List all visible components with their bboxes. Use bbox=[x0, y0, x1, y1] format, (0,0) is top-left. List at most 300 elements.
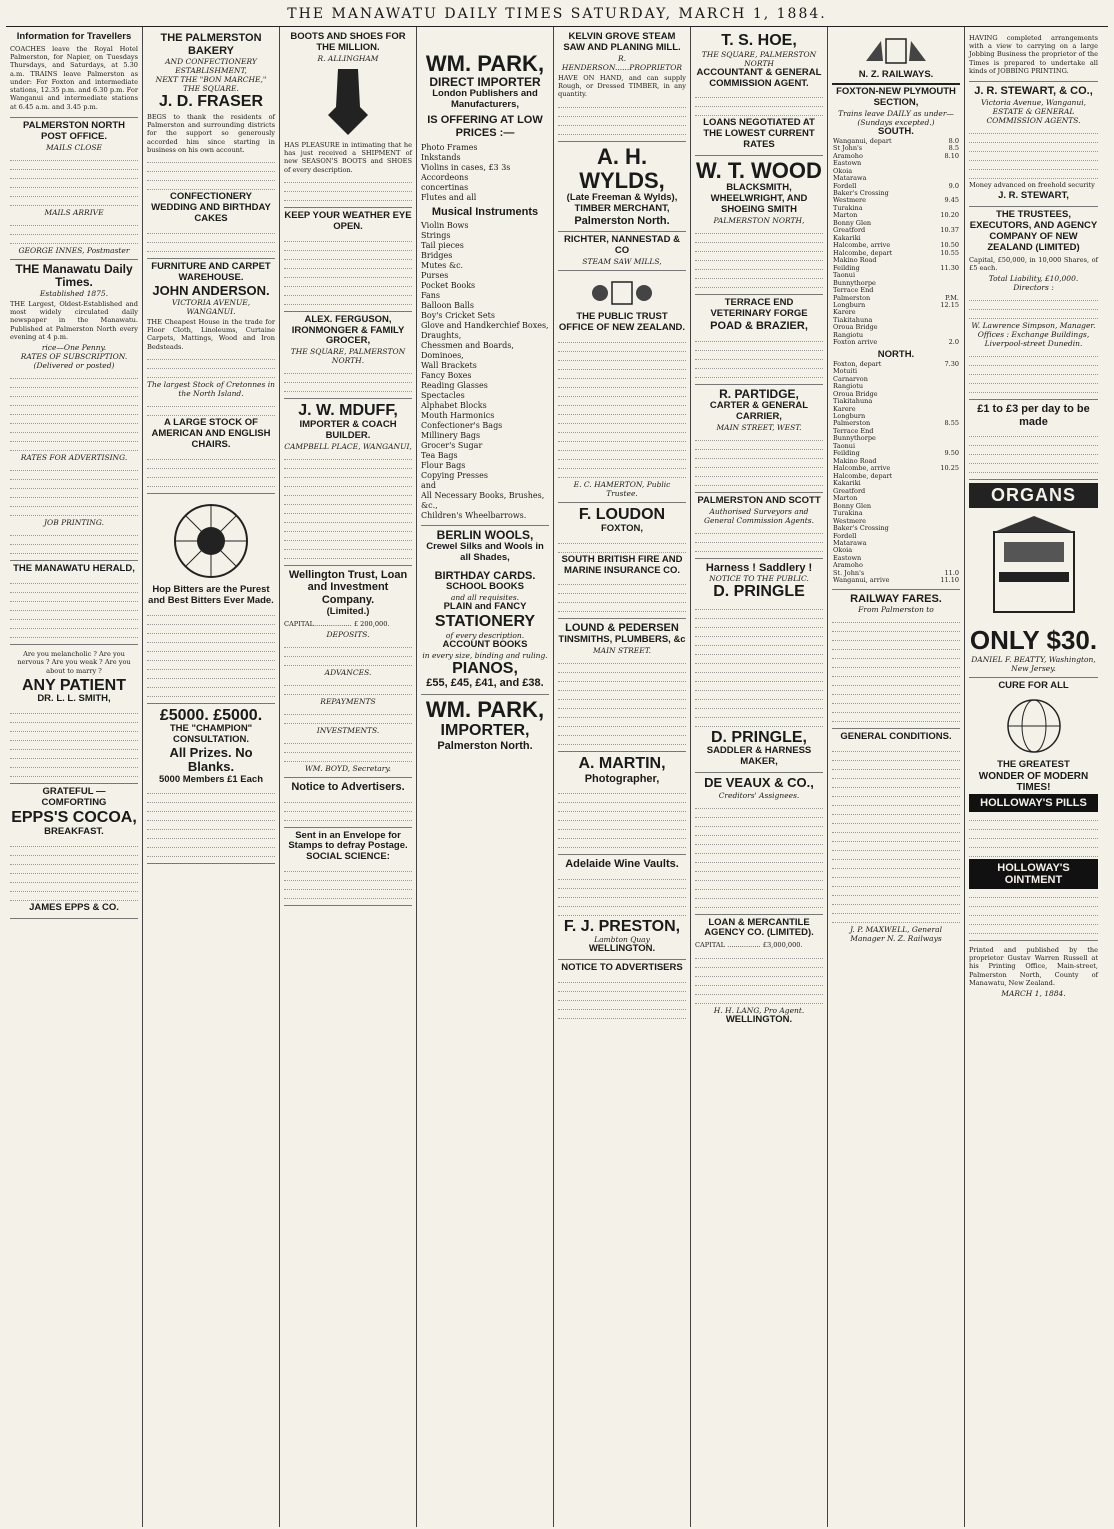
station-time: 10.55 bbox=[940, 248, 959, 257]
station-name: Feilding bbox=[833, 449, 860, 458]
south-timetable bbox=[832, 138, 960, 347]
station-time bbox=[928, 406, 960, 413]
loan-capital: CAPITAL ................ £3,000,000. bbox=[695, 941, 803, 950]
cure-for-all: CURE FOR ALL bbox=[998, 680, 1069, 691]
paper-title: THE Manawatu Daily Times. bbox=[15, 261, 133, 289]
notice-public: NOTICE TO THE PUBLIC. bbox=[709, 574, 809, 584]
fares-ad bbox=[832, 590, 960, 730]
pringle-name: D. PRINGLE bbox=[713, 583, 805, 601]
offices: Offices : Exchange Buildings, Liverpool-street Dunedin. bbox=[977, 330, 1090, 349]
station-name: Westmere bbox=[833, 196, 866, 205]
goods-item: concertinas bbox=[421, 182, 469, 192]
hop-bitters-wheel-icon bbox=[156, 501, 266, 581]
ferguson-name: ALEX. FERGUSON, bbox=[304, 313, 392, 325]
wellington-title: Wellington Trust, Loan and Investment Company. bbox=[288, 568, 408, 607]
station-name: Marton bbox=[833, 494, 858, 503]
station-name: Bunnythorpe bbox=[833, 278, 876, 287]
post-office-ad bbox=[10, 118, 138, 260]
saddler: SADDLER & HARNESS MAKER, bbox=[706, 745, 812, 768]
goods-item: Boy's Cricket Sets bbox=[421, 311, 495, 321]
goods-item: Violin Bows bbox=[421, 221, 469, 231]
wylds-name: A. H. WYLDS, bbox=[579, 143, 665, 193]
pills-banner: HOLLOWAY'S PILLS bbox=[969, 794, 1098, 812]
pianos: PIANOS, bbox=[452, 659, 518, 677]
post-office-title: PALMERSTON NORTH POST OFFICE. bbox=[22, 119, 126, 142]
station-name: Greatford bbox=[833, 486, 866, 495]
station-time bbox=[928, 540, 960, 547]
importer: IMPORTER, bbox=[440, 722, 530, 740]
kelvin-title: KELVIN GROVE STEAM SAW AND PLANING MILL. bbox=[563, 31, 681, 53]
anderson-name: JOHN ANDERSON. bbox=[152, 282, 270, 298]
goods-item: Flutes and all bbox=[421, 192, 477, 202]
station-time bbox=[928, 533, 960, 540]
station-name: Turakina bbox=[833, 203, 863, 212]
organs-ad bbox=[969, 480, 1098, 678]
station-name: Oroua Bridge bbox=[833, 323, 878, 332]
station-time: 8.55 bbox=[944, 419, 959, 428]
paper-text: THE Largest, Oldest-Established and most widely circulated daily newspaper in the Manawatu. Published at Palmerston North every evening at 4 p.m. bbox=[10, 300, 138, 341]
station-name: Halcombe, arrive bbox=[833, 241, 891, 250]
station-time: 7.30 bbox=[944, 359, 959, 368]
notice-title-5: NOTICE TO ADVERTISERS bbox=[561, 962, 683, 974]
station-time: 8.5 bbox=[948, 144, 959, 153]
assignees: Creditors' Assignees. bbox=[718, 790, 800, 800]
goods-item: Accordeons bbox=[421, 172, 469, 182]
station-name: Greatford bbox=[833, 226, 866, 235]
station-time bbox=[928, 503, 960, 510]
postmaster: GEORGE INNES, Postmaster bbox=[18, 245, 130, 255]
station-time bbox=[928, 280, 960, 287]
goods-item: All Necessary Books, Brushes, &c., bbox=[421, 491, 545, 511]
section-title: FOXTON-NEW PLYMOUTH SECTION, bbox=[836, 85, 956, 108]
station-name: Rangiotu bbox=[833, 382, 864, 391]
tinsmiths: TINSMITHS, PLUMBERS, &c bbox=[558, 634, 686, 646]
mduff-addr: CAMPBELL PLACE, WANGANUI, bbox=[284, 441, 412, 451]
total-liability: Total Liability, £10,000. bbox=[988, 274, 1079, 284]
public-trust-ad bbox=[558, 271, 686, 503]
travellers-ad bbox=[10, 29, 138, 118]
coat-of-arms-icon bbox=[582, 278, 662, 308]
allingham-name: R. ALLINGHAM bbox=[317, 53, 379, 63]
wood-sub: BLACKSMITH, WHEELWRIGHT, AND SHOEING SMITH bbox=[710, 182, 808, 216]
station-name: Bonny Glen bbox=[833, 501, 872, 510]
travellers-title: Information for Travellers bbox=[16, 31, 132, 42]
stamp-title: Sent in an Envelope for Stamps to defray Postage. bbox=[288, 829, 408, 852]
only-price: ONLY $30. bbox=[969, 625, 1098, 656]
south-title: SOUTH. bbox=[878, 125, 914, 137]
mduff-ad bbox=[284, 399, 412, 565]
goods-item: Reading Glasses bbox=[421, 381, 488, 391]
park-name-2: WM. PARK, bbox=[425, 696, 545, 722]
ointment-banner: HOLLOWAY'S OINTMENT bbox=[969, 859, 1098, 889]
harness-title: Harness ! Saddlery ! bbox=[705, 561, 813, 574]
goods-item: Pocket Books bbox=[421, 281, 476, 291]
confectionery: CONFECTIONERY bbox=[170, 191, 252, 203]
station-time bbox=[928, 398, 960, 405]
column-3 bbox=[280, 27, 417, 1527]
timber-merchant: TIMBER MERCHANT, bbox=[574, 202, 670, 214]
ferguson-sub: IRONMONGER & FAMILY GROCER, bbox=[291, 324, 405, 347]
station-time bbox=[928, 391, 960, 398]
station-time bbox=[928, 547, 960, 554]
station-time bbox=[928, 383, 960, 390]
limited: (Limited.) bbox=[326, 605, 370, 617]
berlin-wools-ad bbox=[421, 526, 549, 695]
consultation-ad bbox=[147, 704, 275, 865]
main-west: MAIN STREET, WEST. bbox=[716, 422, 802, 432]
station-name: Aramoho bbox=[833, 151, 863, 160]
palmerston-scott: PALMERSTON AND SCOTT bbox=[697, 494, 821, 506]
foxton: FOXTON, bbox=[600, 522, 644, 534]
station-time: P.M. bbox=[945, 293, 959, 302]
station-name: Feilding bbox=[833, 263, 860, 272]
doctor-ad bbox=[10, 645, 138, 784]
loans: LOANS NEGOTIATED AT THE LOWEST CURRENT RATES bbox=[703, 117, 815, 151]
station-time: 11.0 bbox=[944, 568, 959, 577]
adelaide-ad bbox=[558, 855, 686, 960]
jobbing-text: HAVING completed arrangements with a view to carrying on a large Jobbing Business the proprietor of the Times is prepared to undertake all kinds of JOBBING PRINTING. bbox=[969, 34, 1098, 75]
bakery-sub: AND CONFECTIONERY ESTABLISHMENT, bbox=[165, 57, 257, 76]
travellers-text: COACHES leave the Royal Hotel Palmerston, for Napier, on Tuesdays Thursdays, and Saturdays, at 5.30 a.m. TRAINS leave Palmerston as under: For Foxton and intermediate stations, 12.35 p.m. and 6.30 p.m. For Wanganui and intermediate stations at 6.45 a.m. and 3.45 p.m. bbox=[10, 44, 138, 111]
column-1 bbox=[6, 27, 143, 1527]
martin-ad bbox=[558, 752, 686, 855]
trustees-capital: Capital, £50,000, in 10,000 Shares, of £5 each. bbox=[969, 255, 1098, 272]
station-name: Marton bbox=[833, 211, 858, 220]
doctor-name: DR. L. L. SMITH, bbox=[37, 693, 111, 705]
american-chairs: A LARGE STOCK OF AMERICAN AND ENGLISH CHAIRS. bbox=[151, 416, 271, 450]
boyd: WM. BOYD, Secretary. bbox=[305, 763, 391, 773]
photographer: Photographer, bbox=[584, 772, 660, 785]
palmerston-north: Palmerston North. bbox=[437, 739, 533, 752]
station-time bbox=[928, 428, 960, 435]
birthday-cards: BIRTHDAY CARDS. bbox=[434, 570, 536, 583]
station-name: Longburn bbox=[833, 301, 866, 309]
station-name: Foxton arrive bbox=[833, 338, 878, 347]
station-time bbox=[928, 473, 960, 480]
weather-title: KEEP YOUR WEATHER EYE OPEN. bbox=[284, 209, 412, 232]
station-name: Tiakitahuna bbox=[833, 315, 873, 324]
loan-agency-ad bbox=[695, 915, 823, 1030]
job-printing: JOB PRINTING. bbox=[44, 518, 104, 528]
jobbing-ad bbox=[969, 29, 1098, 82]
station-time: 11.10 bbox=[940, 576, 959, 585]
station-time: 9.50 bbox=[944, 449, 959, 458]
goods-item: Inkstands bbox=[421, 152, 461, 162]
bakery-text: BEGS to thank the residents of Palmerston and surrounding districts for the support so generously accorded him since starting in business on his own account. bbox=[147, 112, 275, 154]
harness-ad bbox=[695, 559, 823, 774]
station-time bbox=[928, 525, 960, 532]
globe-icon bbox=[989, 696, 1079, 756]
park-name: WM. PARK, bbox=[425, 51, 545, 76]
wedding-cakes: WEDDING AND BIRTHDAY CAKES bbox=[151, 201, 271, 224]
station-name: St. John's bbox=[833, 568, 865, 577]
loan-agency-title: LOAN & MERCANTILE AGENCY CO. (LIMITED). bbox=[704, 916, 814, 939]
station-time bbox=[928, 160, 960, 167]
station-name: Kakariki bbox=[833, 233, 861, 242]
herald-title: THE MANAWATU HERALD, bbox=[13, 563, 135, 575]
goods-item: Confectioner's Bags bbox=[421, 421, 503, 431]
station-name: Carnarvon bbox=[833, 374, 868, 383]
all-prizes: All Prizes. No Blanks. bbox=[169, 744, 253, 775]
park-from: London Publishers and Manufacturers, bbox=[432, 88, 538, 111]
school-books: SCHOOL BOOKS bbox=[446, 581, 524, 593]
henderson: R. HENDERSON......PROPRIETOR bbox=[561, 53, 683, 72]
station-time: 2.0 bbox=[948, 338, 959, 347]
social-science-ad bbox=[284, 828, 412, 907]
columns bbox=[6, 27, 1108, 1527]
hoe-addr: THE SQUARE, PALMERSTON NORTH bbox=[701, 49, 817, 68]
goods-item: Mutes &c. bbox=[421, 261, 464, 271]
goods-item: Purses bbox=[421, 271, 449, 281]
station-name: Fordell bbox=[833, 531, 857, 540]
surveyors: Authorised Surveyors and General Commission Agents. bbox=[704, 506, 814, 525]
wood-addr: PALMERSTON NORTH, bbox=[713, 216, 805, 226]
goods-item: Mouth Harmonics bbox=[421, 411, 495, 421]
station-name: Eastown bbox=[833, 553, 862, 562]
goods-item: Chessmen and Boards, bbox=[421, 341, 514, 351]
patient-title: ANY PATIENT bbox=[21, 676, 126, 694]
station-name: Karere bbox=[833, 308, 856, 317]
timetable-row bbox=[832, 339, 960, 346]
station-name: Bonny Glen bbox=[833, 218, 872, 227]
hoe-ad bbox=[695, 29, 823, 156]
investments: INVESTMENTS. bbox=[316, 725, 380, 735]
park-ad bbox=[421, 29, 549, 526]
station-name: Terrace End bbox=[833, 426, 874, 435]
organ-icon bbox=[979, 512, 1089, 622]
south-british: SOUTH BRITISH FIRE AND MARINE INSURANCE CO. bbox=[561, 553, 683, 576]
directors: Directors : bbox=[1013, 283, 1054, 293]
printed-by: Printed and published by the proprietor Gustav Warren Russell at his Printing Office, Main-street, Palmerston North, County of Manawatu, New Zealand. bbox=[969, 945, 1098, 987]
lound-name: LOUND & PEDERSEN bbox=[565, 622, 679, 635]
organs-banner: ORGANS bbox=[969, 483, 1098, 508]
station-name: Palmerston bbox=[833, 419, 871, 428]
richter-name: RICHTER, NANNESTAD & CO bbox=[564, 234, 680, 257]
station-name: Kakariki bbox=[833, 479, 861, 488]
station-name: Makino Road bbox=[833, 256, 877, 265]
wellington-city: WELLINGTON. bbox=[588, 943, 656, 955]
goods-item: Wall Brackets bbox=[421, 361, 477, 371]
royal-arms-icon bbox=[861, 36, 931, 66]
anderson-text: THE Cheapest House in the trade for Floor Cloth, Linoleums, Curtaine Carpets, Mattings, Wood and Iron Bedsteads. bbox=[147, 317, 275, 351]
station-name: Motuiti bbox=[833, 367, 858, 376]
goods-item: Fancy Boxes bbox=[421, 371, 472, 381]
station-name: Halcombe, depart bbox=[833, 248, 893, 257]
terrace-ad bbox=[695, 295, 823, 384]
richter-ad bbox=[558, 232, 686, 271]
bakery-ad bbox=[147, 29, 275, 259]
from-palmerston: From Palmerston to bbox=[858, 605, 934, 615]
pounds-title: £1 to £3 per day to be made bbox=[977, 403, 1090, 428]
hoe-name: T. S. HOE, bbox=[721, 32, 797, 49]
station-name: Halcombe, arrive bbox=[833, 464, 891, 473]
station-time bbox=[928, 555, 960, 562]
deveaux-ad bbox=[695, 773, 823, 914]
railways-title: N. Z. RAILWAYS. bbox=[858, 69, 934, 80]
requisites: and all requisites. bbox=[450, 593, 520, 603]
railways-ad bbox=[832, 29, 960, 590]
station-time: 12.15 bbox=[940, 301, 959, 309]
goods-item: Spectacles bbox=[421, 391, 465, 401]
goods-item: Tail pieces bbox=[421, 241, 464, 251]
advances: ADVANCES. bbox=[324, 667, 372, 677]
station-name: Okoia bbox=[833, 546, 853, 555]
fares-title: RAILWAY FARES. bbox=[850, 592, 942, 605]
capital: CAPITAL.................. £ 200,000. bbox=[284, 619, 390, 628]
station-time: 10.37 bbox=[940, 226, 959, 235]
lang-addr: WELLINGTON. bbox=[725, 1013, 793, 1025]
goods-item: Balloon Balls bbox=[421, 301, 474, 311]
station-name: Terrace End bbox=[833, 286, 874, 295]
station-name: Karere bbox=[833, 404, 856, 413]
imprint bbox=[969, 941, 1098, 1002]
mails-close: MAILS CLOSE bbox=[45, 142, 103, 152]
repayments: REPAYMENTS bbox=[320, 696, 376, 706]
goods-item: Fans bbox=[421, 291, 441, 301]
furniture-title: FURNITURE AND CARPET WAREHOUSE. bbox=[151, 260, 271, 283]
partidge-ad bbox=[695, 385, 823, 493]
members: 5000 Members £1 Each bbox=[158, 773, 264, 785]
column-8 bbox=[965, 27, 1102, 1527]
station-name: Okoia bbox=[833, 166, 853, 175]
station-name: Aramoho bbox=[833, 561, 863, 570]
ferguson-ad bbox=[284, 312, 412, 400]
station-time: 8.0 bbox=[948, 136, 959, 145]
trustees-title: THE TRUSTEES, EXECUTORS, AND AGENCY COMPANY OF NEW ZEALAND (LIMITED) bbox=[969, 208, 1098, 253]
north-title: NORTH. bbox=[877, 348, 915, 360]
goods-list-1 bbox=[421, 143, 549, 203]
preston-name: F. J. PRESTON, bbox=[563, 917, 681, 935]
account-sub: in every size, binding and ruling. bbox=[422, 650, 548, 660]
epps-sub: BREAKFAST. bbox=[44, 825, 104, 837]
deveaux-name: DE VEAUX & CO., bbox=[704, 775, 814, 791]
station-name: Wanganui, arrive bbox=[833, 576, 890, 585]
mails-arrive: MAILS ARRIVE bbox=[44, 207, 104, 217]
offering: IS OFFERING AT LOW PRICES :— bbox=[427, 114, 543, 139]
station-time bbox=[928, 480, 960, 487]
weather-ad bbox=[284, 208, 412, 312]
station-name: Fordell bbox=[833, 181, 857, 190]
mduff-sub: IMPORTER & COACH BUILDER. bbox=[299, 418, 397, 441]
goods-item: Glove and Handkerchief Boxes, bbox=[421, 321, 549, 331]
imprint-date: MARCH 1, 1884. bbox=[1001, 989, 1066, 999]
epps-name: EPPS'S COCOA, bbox=[11, 809, 137, 827]
station-name: Tiakitahuna bbox=[833, 397, 873, 406]
epps-footer: JAMES EPPS & CO. bbox=[29, 901, 119, 913]
kelvin-text: HAVE ON HAND, and can supply Rough, or Dressed TIMBER, in any quantity. bbox=[558, 73, 686, 99]
boots-text: HAS PLEASURE in intimating that he has just received a SHIPMENT of new SEASON'S BOOTS and SHOES of every description. bbox=[284, 140, 412, 174]
simpson: W. Lawrence Simpson, Manager. bbox=[971, 321, 1096, 331]
lound-ad bbox=[558, 619, 686, 752]
conditions-title: GENERAL CONDITIONS. bbox=[840, 731, 952, 743]
money-advanced: Money advanced on freehold security bbox=[969, 180, 1095, 189]
station-name: St John's bbox=[833, 144, 863, 153]
timetable-row bbox=[832, 577, 960, 584]
adv-rates-title: RATES FOR ADVERTISING. bbox=[20, 453, 128, 463]
station-name: Rangiotu bbox=[833, 330, 864, 339]
pointing-hand-icon bbox=[318, 67, 378, 137]
pounds-ad bbox=[969, 400, 1098, 480]
wood-name: W. T. WOOD bbox=[696, 158, 822, 184]
estate-agents: ESTATE & GENERAL COMMISSION AGENTS. bbox=[986, 106, 1081, 125]
column-7 bbox=[828, 27, 965, 1527]
hamerton: E. C. HAMERTON, Public Trustee. bbox=[573, 480, 671, 499]
goods-item: Copying Presses bbox=[421, 471, 488, 481]
maxwell: J. P. MAXWELL, General Manager N. Z. Railways bbox=[850, 925, 942, 944]
park-ad-2 bbox=[421, 695, 549, 756]
plain-fancy: PLAIN and FANCY bbox=[443, 601, 527, 613]
boots-title: BOOTS AND SHOES FOR THE MILLION. bbox=[290, 31, 406, 53]
notice-title: Notice to Advertisers. bbox=[291, 780, 405, 793]
station-name: Bunnythorpe bbox=[833, 434, 876, 443]
station-time bbox=[928, 317, 960, 324]
poad-brazier: POAD & BRAZIER, bbox=[710, 320, 808, 332]
goods-item: Photo Frames bbox=[421, 142, 478, 152]
station-name: Longburn bbox=[833, 412, 866, 421]
lang: H. H. LANG, Pro Agent. bbox=[713, 1005, 805, 1015]
station-time: 10.25 bbox=[940, 464, 959, 473]
wood-ad bbox=[695, 156, 823, 295]
social-title: SOCIAL SCIENCE: bbox=[306, 851, 390, 863]
column-2 bbox=[143, 27, 280, 1527]
park-sub: DIRECT IMPORTER bbox=[429, 75, 541, 90]
station-name: Baker's Crossing bbox=[833, 524, 889, 533]
accountant: ACCOUNTANT & GENERAL COMMISSION AGENT. bbox=[696, 66, 822, 89]
station-name: Taonui bbox=[833, 271, 856, 280]
the-greatest: THE GREATEST bbox=[997, 758, 1070, 770]
station-time: 8.10 bbox=[944, 151, 959, 160]
wylds-sub: (Late Freeman & Wylds), bbox=[566, 191, 678, 203]
goods-item: Strings bbox=[421, 231, 451, 241]
stewart-ad bbox=[969, 82, 1098, 207]
station-name: Foxton, depart bbox=[833, 359, 882, 368]
loudon-ad bbox=[558, 503, 686, 619]
established: Established 1875. bbox=[39, 289, 109, 299]
masthead: THE MANAWATU DAILY TIMES SATURDAY, MARCH 1, 1884. bbox=[6, 4, 1108, 27]
fraser-name: J. D. FRASER bbox=[158, 93, 263, 111]
holloway-ad bbox=[969, 678, 1098, 941]
station-time bbox=[928, 309, 960, 316]
cretonnes: The largest Stock of Cretonnes in the North Island. bbox=[147, 379, 275, 398]
wonder: WONDER OF MODERN TIMES! bbox=[978, 770, 1089, 794]
station-name: Palmerston bbox=[833, 293, 871, 302]
epps-ad bbox=[10, 784, 138, 918]
stewart-name: J. R. STEWART, & CO., bbox=[974, 85, 1093, 98]
goods-item: Alphabet Blocks bbox=[421, 401, 487, 411]
price: rice—One Penny. bbox=[41, 343, 107, 353]
rates-title: RATES OF SUBSCRIPTION. (Delivered or posted) bbox=[20, 352, 128, 371]
column-6 bbox=[691, 27, 828, 1527]
goods-item: and bbox=[421, 481, 437, 491]
hop-bitters-title: Hop Bitters are the Purest and Best Bitters Ever Made. bbox=[148, 583, 274, 606]
bakery-title: THE PALMERSTON BAKERY bbox=[160, 32, 262, 57]
adelaide-title: Adelaide Wine Vaults. bbox=[565, 858, 679, 871]
notice-advertisers-ad bbox=[284, 778, 412, 828]
champion-title: THE "CHAMPION" CONSULTATION. bbox=[169, 723, 253, 746]
main-street: MAIN STREET. bbox=[592, 646, 652, 656]
station-time bbox=[928, 435, 960, 442]
goods-item: Children's Wheelbarrows. bbox=[421, 511, 527, 521]
wylds-addr: Palmerston North. bbox=[574, 214, 670, 227]
deposits: DEPOSITS. bbox=[326, 629, 370, 639]
station-time bbox=[928, 368, 960, 375]
north-timetable bbox=[832, 361, 960, 585]
station-time bbox=[928, 168, 960, 175]
station-time: 11.30 bbox=[940, 263, 959, 272]
station-time: 9.45 bbox=[944, 196, 959, 205]
melancholy-text: Are you melancholic ? Are you nervous ? Are you weak ? Are you about to marry ? bbox=[17, 650, 131, 675]
station-name: Baker's Crossing bbox=[833, 188, 889, 197]
